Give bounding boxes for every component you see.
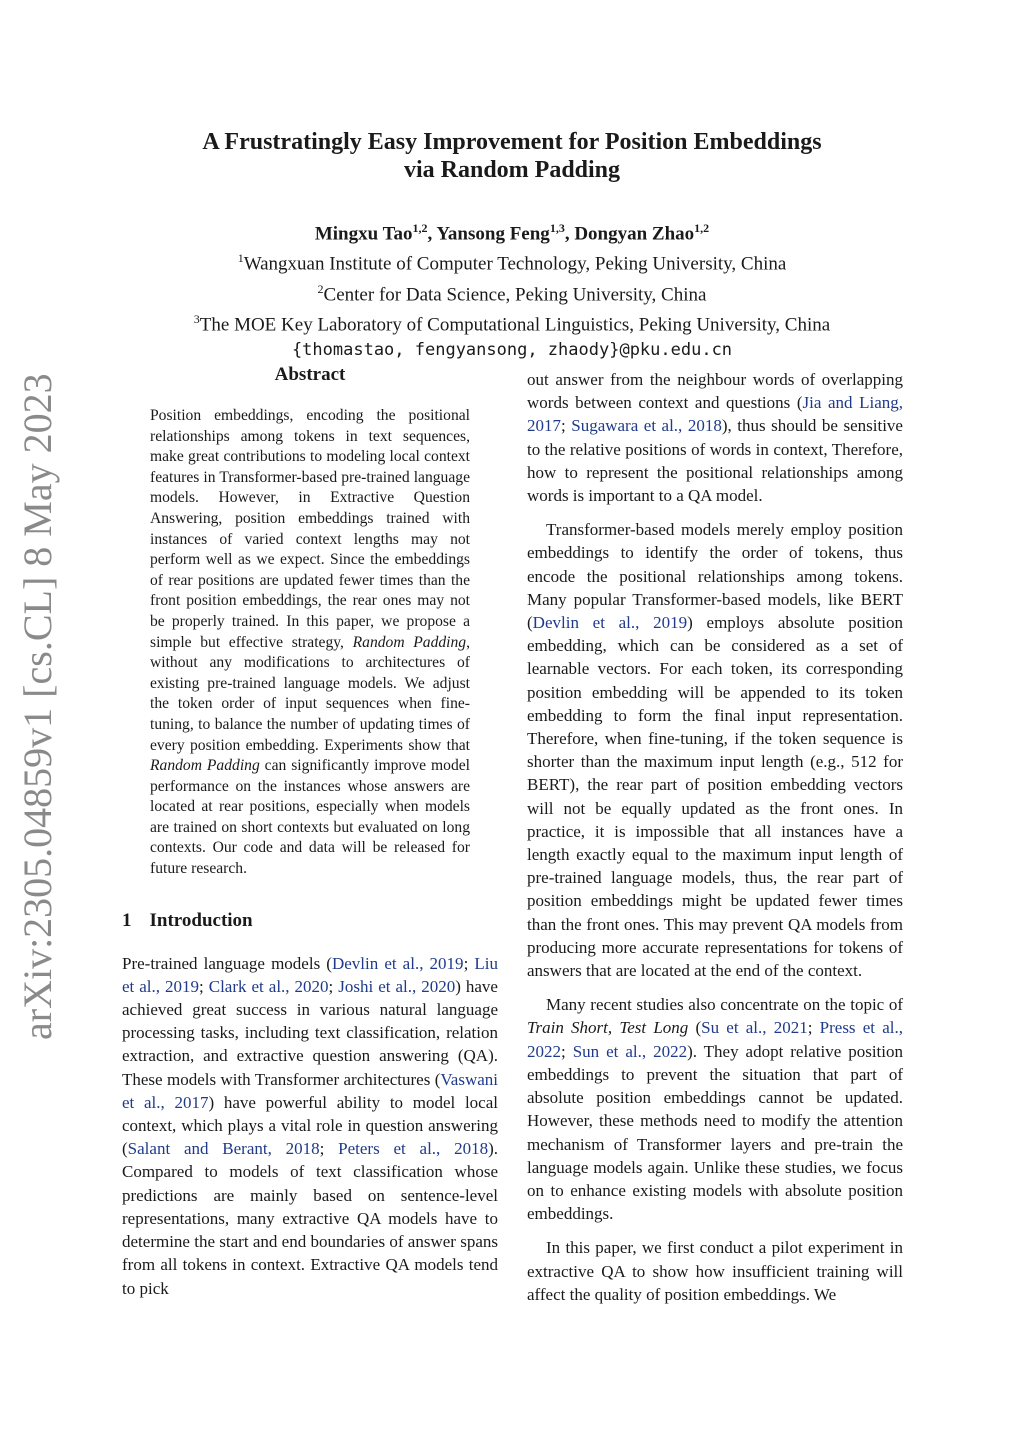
- text-segment: ;: [561, 416, 572, 436]
- text-segment: out answer from the neighbour words of overlapping words between context and questions (: [527, 370, 903, 413]
- body-paragraph: [527, 1236, 903, 1306]
- affiliation-text: Center for Data Science, Peking University, China: [323, 283, 707, 305]
- citation-link[interactable]: Vaswani et al., 2017: [122, 1069, 498, 1112]
- affiliation-text: The MOE Key Laboratory of Computational Linguistics, Peking University, China: [199, 314, 831, 336]
- text-segment: ). They adopt relative position embeddings to prevent the situation that part of absolute position embeddings cannot be updated. However, these methods need to modify the attention mechanism of Transformer layers and pre-train the language models again. Unlike these studies, we focus on to enhance existing models with absolute position embeddings.: [527, 1041, 903, 1224]
- citation-link[interactable]: Devlin et al., 2019: [532, 613, 688, 633]
- text-segment: Many recent studies also concentrate on the topic of: [546, 995, 903, 1015]
- abstract-segment: Position embeddings, encoding the positional relationships among tokens in text sequences, make great contributions to modeling local context features in Transformer-based pre-trained language models. However, in Extractive Question Answering, position embeddings trained with instances of varied context lengths may not perform well as we expect. Since the embeddings of rear positions are updated fewer times than the front position embeddings, the rear ones may not be properly trained. In this paper, we propose a simple but effective strategy,: [150, 407, 470, 651]
- abstract-text: [150, 406, 470, 880]
- citation-link[interactable]: Sugawara et al., 2018: [571, 416, 722, 436]
- author-name: Yansong Feng: [436, 223, 550, 245]
- text-segment: ;: [199, 976, 209, 996]
- citation-link[interactable]: Su et al., 2021: [701, 1018, 808, 1038]
- text-segment: ) have achieved great success in various natural language processing tasks, including text classification, relation extraction, and extractive question answering (QA). These models with Transformer architectures (: [122, 976, 498, 1089]
- affiliation-text: Wangxuan Institute of Computer Technology, Peking University, China: [243, 253, 787, 275]
- citation-link[interactable]: Jia and Liang, 2017: [527, 393, 903, 436]
- title-block: [100, 128, 924, 363]
- affiliation-marker: 2: [317, 281, 324, 296]
- citation-link[interactable]: Press et al., 2022: [527, 1018, 903, 1061]
- body-paragraph: [527, 518, 903, 982]
- author-name: Mingxu Tao: [314, 223, 413, 245]
- text-segment: ;: [807, 1018, 820, 1038]
- topic-name: Train Short, Test Long: [527, 1018, 689, 1038]
- author-separator: ,: [564, 223, 575, 245]
- section-number: 1: [122, 909, 132, 931]
- paper-title: [100, 128, 924, 184]
- affiliation-marker: 3: [193, 311, 200, 326]
- section-title: Introduction: [149, 909, 253, 931]
- author-affiliation-marker: 1,2: [412, 221, 428, 235]
- text-segment: Transformer-based models merely employ position embeddings to identify the order of tokens, thus encode the positional relationships among tokens. Many popular Transformer-based models, like BERT (: [527, 520, 903, 633]
- affiliation: [100, 277, 924, 307]
- citation-link[interactable]: Devlin et al., 2019: [331, 953, 464, 973]
- left-column: [122, 364, 498, 1310]
- abstract-segment: can significantly improve model performance on the instances whose answers are located at rear positions, especially when models are trained on short contexts but evaluated on long contexts. Our code and data will be released for future research.: [150, 757, 470, 878]
- title-line-2: via Random Padding: [403, 157, 621, 183]
- author-list: [100, 216, 924, 246]
- text-segment: ) have powerful ability to model local context, which plays a vital role in question answering (: [122, 1092, 498, 1159]
- affiliation-marker: 1: [237, 251, 244, 266]
- citation-link[interactable]: Joshi et al., 2020: [338, 976, 456, 996]
- author-separator: ,: [427, 223, 437, 245]
- text-segment: ;: [463, 953, 475, 973]
- arxiv-identifier-stamp: arXiv:2305.04859v1 [cs.CL] 8 May 2023: [15, 373, 60, 1040]
- affiliation: [100, 307, 924, 337]
- author-affiliation-marker: 1,3: [549, 221, 565, 235]
- affiliation: [100, 246, 924, 276]
- text-segment: ;: [319, 1139, 339, 1159]
- text-segment: ) employs absolute position embedding, which can be considered as a set of learnable vectors. For each token, its corresponding position embedding will be appended to its token embedding to form the final input representation. Therefore, when fine-tuning, if the token sequence is shorter than the maximum input length (e.g., 512 for BERT), the rear part of position embedding vectors will not be equally updated as the front ones. In practice, it is impossible that all instances have a length exactly equal to the maximum input length of pre-trained language models, thus, the rear part of position embeddings might be updated fewer times than the front ones. This may prevent QA models from producing more accurate representations for tokens of answers that are located at the end of the context.: [527, 613, 903, 981]
- text-segment: ). Compared to models of text classification whose predictions are mainly based on sentence-level representations, many extractive QA models have to determine the start and end boundaries of answer spans from all tokens in context. Extractive QA models tend to pick: [122, 1139, 498, 1298]
- author-affiliation-marker: 1,2: [694, 221, 710, 235]
- right-column: [527, 368, 903, 1317]
- text-segment: ;: [561, 1041, 573, 1061]
- text-segment: ), thus should be sensitive to the relative positions of words in context, Therefore, how to represent the positional relationships among words is important to a QA model.: [527, 416, 903, 506]
- citation-link[interactable]: Clark et al., 2020: [208, 976, 329, 996]
- text-segment: Pre-trained language models (: [122, 953, 332, 973]
- body-paragraph: [527, 368, 903, 507]
- title-line-1: A Frustratingly Easy Improvement for Position Embeddings: [202, 129, 822, 155]
- method-name: Random Padding: [352, 633, 467, 651]
- citation-link[interactable]: Liu et al., 2019: [122, 953, 498, 996]
- method-name: Random Padding: [150, 757, 260, 775]
- citation-link[interactable]: Peters et al., 2018: [338, 1139, 489, 1159]
- citation-link[interactable]: Sun et al., 2022: [572, 1041, 688, 1061]
- body-paragraph: [527, 993, 903, 1225]
- abstract-heading: Abstract: [274, 364, 346, 385]
- text-segment: ;: [328, 976, 339, 996]
- author-email: {thomastao, fengyansong, zhaody}@pku.edu.cn: [291, 340, 733, 361]
- text-segment: (: [688, 1018, 702, 1038]
- author-name: Dongyan Zhao: [574, 223, 695, 245]
- text-segment: In this paper, we first conduct a pilot experiment in extractive QA to show how insufficient training will affect the quality of position embeddings. We: [527, 1238, 903, 1304]
- section-heading-introduction: [122, 910, 498, 932]
- abstract-segment: , without any modifications to architectures of existing pre-trained language models. We adjust the token order of input sequences when fine-tuning, to balance the number of updating times of every position embedding. Experiments show that: [150, 633, 470, 754]
- citation-link[interactable]: Salant and Berant, 2018: [127, 1139, 320, 1159]
- intro-paragraph: [122, 952, 498, 1300]
